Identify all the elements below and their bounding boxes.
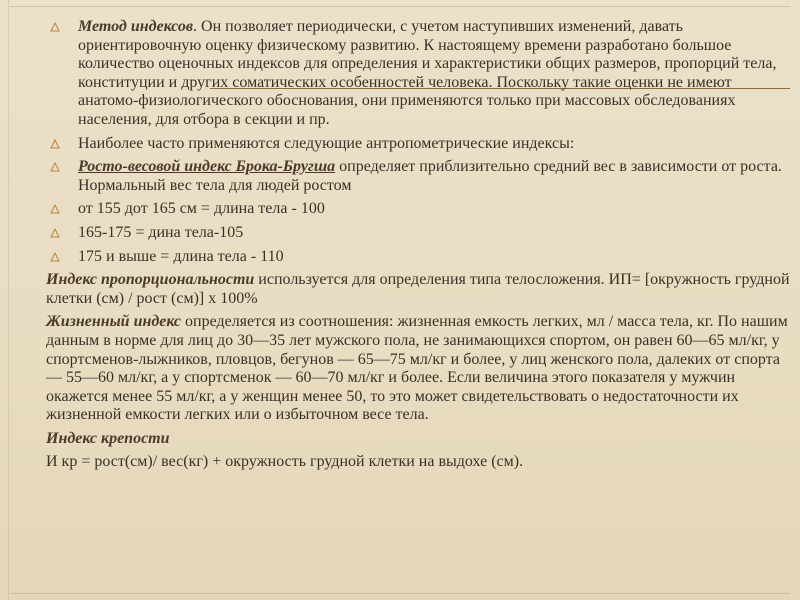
paragraph-proportionality-index (46, 271, 792, 308)
paragraph-common-indices (50, 135, 792, 154)
term-proportionality-index: Индекс пропорциональности (46, 271, 255, 289)
paragraph-text: от 155 дот 165 см = длина тела - 100 (78, 200, 325, 218)
list-item-height-165-175 (50, 224, 792, 243)
paragraph-broca-index (50, 158, 792, 195)
paragraph-text: Наиболее часто применяются следующие антропометрические индексы: (78, 134, 575, 152)
paragraph-text: определяет приблизительно средний вес в зависимости от роста. Нормальный вес тела для людей ростом (78, 158, 782, 194)
paragraph-strength-index (46, 430, 792, 449)
paragraph-text: 165-175 = дина тела-105 (78, 223, 244, 241)
paragraph-text: используется для определения типа телосложения. ИП= [окружность грудной клетки (см) / рост (см)] х 100% (46, 271, 790, 307)
strength-index-formula: И кр = рост(см)/ вес(кг) + окружность грудной клетки на выдохе (см). (46, 453, 524, 471)
bottom-border-line (10, 593, 790, 594)
term-vital-index: Жизненный индекс (46, 313, 181, 331)
term-broca-index: Росто-весовой индекс Брока-Бругша (78, 158, 336, 176)
paragraph-vital-index (46, 313, 792, 425)
bullet-icon (50, 228, 60, 238)
left-border-line (8, 0, 9, 600)
list-item-height-155-165 (50, 200, 792, 219)
paragraph-text: . Он позволяет периодически, с учетом наступивших изменений, давать ориентировочную оценку физическому развитию. К настоящему времени разработано большое количество оценочных индексов для определения и характеристики общих размеров, пропорций тела, конституции и других соматических особенностей человека. Поскольку такие оценки не имеют анатомо-физиологического обоснования, они применяются только при массовых обследованиях населения, для отбора в секции и пр. (78, 18, 777, 128)
bullet-icon (50, 252, 60, 262)
paragraph-index-method (50, 18, 792, 130)
term-strength-index: Индекс крепости (46, 429, 170, 447)
slide-content (46, 18, 792, 477)
bullet-icon (50, 204, 60, 214)
top-border-line (10, 6, 790, 7)
paragraph-text: 175 и выше = длина тела - 110 (78, 247, 284, 265)
bullet-icon (50, 22, 60, 32)
paragraph-text: определяется из соотношения: жизненная емкость легких, мл / масса тела, кг. По нашим данным в норме для лиц до 30—35 лет мужского пола, не занимающихся спортом, он равен 60—65 мл/кг, у спортсменов-лыжников, пловцов, бегунов — 65—75 мл/кг и более, у лиц женского пола, далеких от спорта — 55—60 мл/кг, а у спортсменок — 60—70 мл/кг и более. Если величина этого показателя у мужчин окажется менее 55 мл/кг, а у женщин менее 50, то это может свидетельствовать о недостаточности их жизненной емкости легких или о избыточном весе тела. (46, 313, 788, 424)
bullet-icon (50, 139, 60, 149)
list-item-height-175-plus (50, 248, 792, 267)
term-index-method: Метод индексов (78, 18, 194, 35)
bullet-icon (50, 162, 60, 172)
